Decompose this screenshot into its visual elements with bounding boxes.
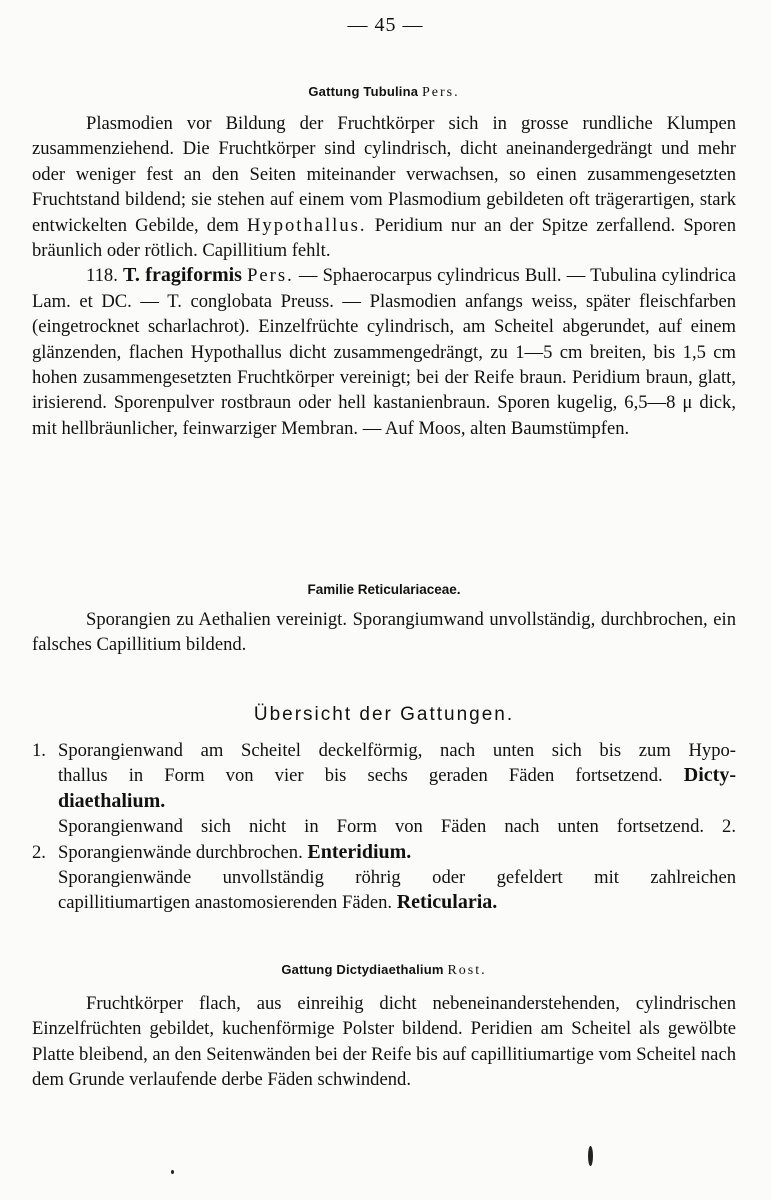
species-text: — Sphaerocarpus cylindricus Bull. — Tubulina cylindrica Lam. et DC. — T. conglobata Preuss. — Plasmodien anfangs weiss, später fleischfarben (eingetrocknet scharlachrot). Einzelfrüchte cylindrisch, am Scheitel abgerundet, auf einem glänzenden, flachen Hypothallus dicht zusammengedrängt, zu 1—5 cm breiten, bis 1,5 cm hohen zusammengesetzten Fruchtkörper vereinigt; bei der Reife braun. Peridium braun, glatt, irisierend. Sporenpulver rostbraun oder hell kastanienbraun. Sporen kugelig, 6,5—8 μ dick, mit hellbräunlicher, feinwarziger Membran. — Auf Moos, alten Baumstümpfen. xyxy=(32,265,736,439)
key-text xyxy=(58,763,736,788)
key-item-2b-cont xyxy=(32,890,736,915)
species-entry-118 xyxy=(32,263,736,441)
key-item-1b xyxy=(32,814,736,839)
key-item-2 xyxy=(32,840,736,865)
key-number xyxy=(32,814,58,839)
key-text: Sporangienwände unvollständig röhrig oder gefeldert mit zahlreichen xyxy=(58,867,736,889)
family-description: Sporangien zu Aethalien vereinigt. Sporangiumwand unvollständig, durchbrochen, ein falsches Capillitium bildend. xyxy=(32,609,736,656)
key-number: 1. xyxy=(32,740,46,761)
key-text xyxy=(58,789,736,814)
key-text xyxy=(58,840,736,865)
key-genus-name: Enteridium. xyxy=(307,840,412,863)
key-genus-name: Reticularia. xyxy=(396,891,498,914)
key-item-1-cont xyxy=(32,763,736,788)
genus-heading-author: Rost. xyxy=(447,963,487,978)
genus-heading-dictydiaethalium xyxy=(32,962,736,979)
family-heading: Familie Reticulariaceae. xyxy=(307,582,461,597)
genus-description-dictydiaethalium: Fruchtkörper flach, aus einreihig dicht nebeneinanderstehenden, cylindrischen Einzelfrüchten gebildet, kuchenförmige Polster bildend. Peridien am Scheitel als gewölbte Platte bleibend, an den Seitenwänden bei der Reife bis auf capillitiumartige vom Scheitel nach dem Grunde verlaufende derbe Fäden schwindend. xyxy=(32,993,736,1091)
species-number: 118. xyxy=(86,265,118,287)
section-reticulariaceae xyxy=(32,582,736,658)
key-number: 2. xyxy=(32,841,46,863)
key-line: thallus in Form von vier bis sechs geraden Fäden fortsetzend. xyxy=(58,765,663,787)
key-line: capillitiumartigen anastomosierenden Fäden. xyxy=(58,892,393,914)
key-genus-name: Dicty- xyxy=(683,764,736,787)
description-text: Plasmodien vor Bildung der Fruchtkörper sich in grosse rundliche Klumpen zusammenziehend. Die Fruchtkörper sind cylindrisch, dicht aneinandergedrängt und mehr oder weniger fest an den Seiten miteinander verwachsen, so einen zusammengesetzten Fruchtstand bildend; sie stehen auf einem vom Plasmodium gebildeten oft trägerartigen, stark entwickelten Gebilde, dem xyxy=(32,113,736,236)
overview-heading: Übersicht der Gattungen. xyxy=(253,704,515,725)
section-overview xyxy=(32,704,736,916)
key-item-1 xyxy=(32,738,736,763)
key-number xyxy=(32,865,58,890)
page-number: — 45 — xyxy=(347,14,424,36)
genus-key xyxy=(32,738,736,916)
genus-heading-tubulina xyxy=(32,84,736,101)
ink-blot xyxy=(588,1146,593,1166)
key-item-1-cont2 xyxy=(32,789,736,814)
section-dictydiaethalium xyxy=(32,962,736,1093)
genus-heading-author: Pers. xyxy=(422,85,460,100)
key-line: Sporangienwand am Scheitel deckelförmig, nach unten sich bis zum Hypo- xyxy=(58,740,736,761)
key-text xyxy=(58,890,736,915)
species-name: T. fragiformis xyxy=(122,264,242,287)
term-hypothallus: Hypothallus. xyxy=(246,214,367,236)
genus-description-tubulina xyxy=(32,111,736,263)
key-genus-name: diaethalium. xyxy=(58,789,166,812)
section-tubulina xyxy=(32,84,736,441)
genus-heading-text: Gattung Tubulina xyxy=(308,84,419,99)
key-text: Sporangienwand sich nicht in Form von Fäden nach unten fortsetzend. 2. xyxy=(58,816,736,838)
species-author: Pers. xyxy=(247,265,294,287)
key-item-2b xyxy=(32,865,736,890)
description-end: Peridium nur an der Spitze zerfallend. Sporen bräunlich oder rötlich. Capillitium fehlt. xyxy=(32,214,736,262)
genus-heading-text: Gattung Dictydiaethalium xyxy=(281,962,444,977)
ink-speck xyxy=(171,1170,174,1174)
key-text xyxy=(58,738,736,763)
key-line: Sporangienwände durchbrochen. xyxy=(58,841,303,863)
